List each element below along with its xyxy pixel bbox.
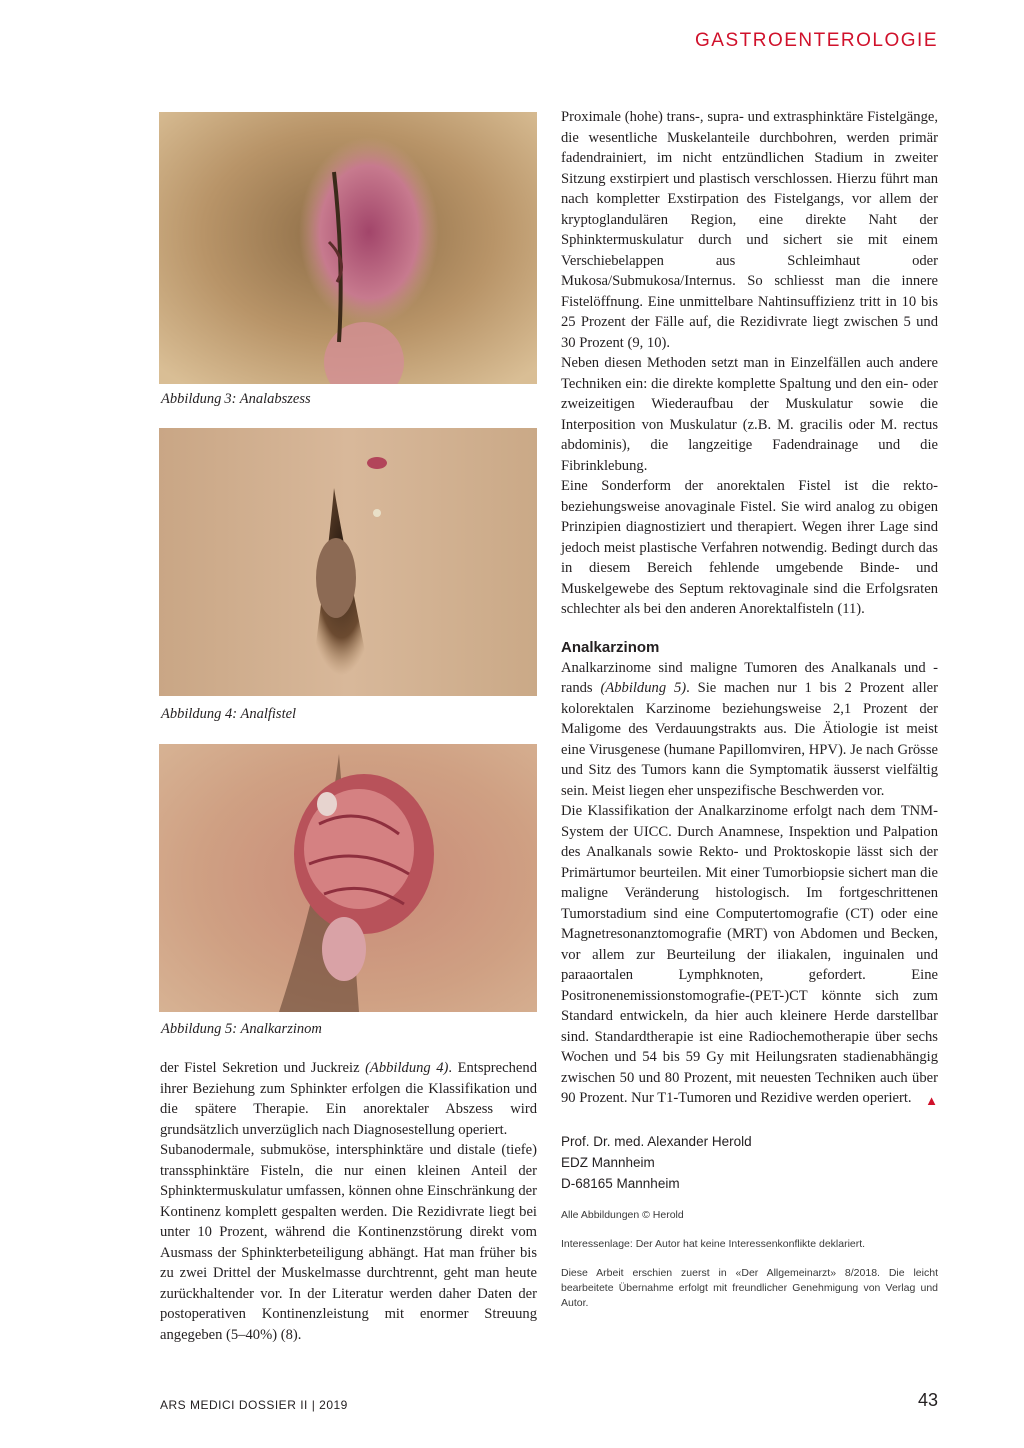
author-city: D-68165 Mannheim (561, 1175, 680, 1191)
figure-5-reference: (Abbildung 5) (600, 680, 687, 696)
figure-3-image (159, 112, 537, 384)
figure-4-image (159, 428, 537, 696)
copyright-note: Alle Abbildungen © Herold (561, 1208, 684, 1221)
origin-note: Diese Arbeit erschien zuerst in «Der Allgemeinarzt» 8/2018. Die leicht bearbeitete Übernahme erfolgt mit freundlicher Genehmigung von Verlag und Autor. (561, 1266, 938, 1309)
figure-4-caption: Abbildung 4: Analfistel (161, 706, 297, 722)
author-name: Prof. Dr. med. Alexander Herold (561, 1133, 752, 1149)
conflict-note: Interessenlage: Der Autor hat keine Interessenkonflikte deklariert. (561, 1237, 866, 1250)
figure-5-caption: Abbildung 5: Analkarzinom (161, 1021, 322, 1037)
end-marker-icon: ▲ (925, 1093, 938, 1108)
analfistel-photo (159, 428, 537, 696)
right-paragraph-1: Proximale (hohe) trans-, supra- und extrasphinktäre Fistelgänge, die wesentliche Muskelanteile durchbohren, werden primär fadendrainiert, im nicht entzündlichen Stadium in zweiter Sitzung exstirpiert und plastisch verschlossen. Hierzu führt man nach kompletter Exstirpation des Fistelgangs, vor allem der kryptoglandulären Region, eine direkte Naht der Sphinktermuskulatur durch und sichert sie mit einem Verschiebelappen aus Schleimhaut oder Mukosa/Submukosa/Internus. So schliesst man die innere Fistelöffnung. Eine unmittelbare Nahtinsuffizienz tritt in 10 bis 25 Prozent der Fälle auf, die Rezidivrate liegt zwischen 5 und 30 Prozent (9, 10). (561, 109, 938, 351)
left-column (160, 1058, 537, 1345)
page-number: 43 (917, 1390, 938, 1410)
analabszess-photo (159, 112, 537, 384)
author-institution: EDZ Mannheim (561, 1154, 655, 1170)
right-column (561, 107, 938, 1311)
figure-4-reference: (Abbildung 4) (365, 1060, 449, 1076)
left-paragraph-2: Subanodermale, submuköse, intersphinktäre und distale (tiefe) transsphinktäre Fisteln, die nur einen kleinen Anteil der Sphinktermuskulatur umfassen, können ohne Einschränkung der Kontinenz komplett gespalten werden. Die Rezidivrate liegt bei unter 10 Prozent, während die Kontinenzstörung direkt vom Ausmass der Sphinkterbeteiligung abhängt. Hat man früher bis zu zwei Drittel der Muskelmasse durchtrennt, geht man heute zurückhaltender vor. In der Literatur werden daher Daten der postoperativen Kontinenzleistung mit enormer Streuung angegeben (5–40%) (8). (160, 1142, 537, 1343)
right-paragraph-4: Analkarzinome sind maligne Tumoren des Analkanals und -rands (Abbildung 5). Sie machen nur 1 bis 2 Prozent aller kolorektalen Karzinome beziehungsweise 2,1 Prozent der Maligome des Verdauungstrakts aus. Die Ätiologie ist meist eine Virusgenese (humane Papillomviren, HPV). Je nach Grösse und Sitz des Tumors kann die Symptomatik äusserst vielfältig sein. Meist liegen eher unspezifische Beschwerden vor. (561, 659, 938, 799)
right-paragraph-2: Neben diesen Methoden setzt man in Einzelfällen auch andere Techniken ein: die direkte komplette Spaltung und den ein- oder zweizeitigen Wiederaufbau der Muskulatur sowie die Interposition von Muskulatur (z.B. M. gracilis oder M. rectus abdominis), die langzeitige Fadendrainage und die Fibrinklebung. (561, 355, 938, 474)
figure-3-caption: Abbildung 3: Analabszess (161, 391, 311, 407)
right-paragraph-5: Die Klassifikation der Analkarzinome erfolgt nach dem TNM-System der UICC. Durch Anamnese, Inspektion und Palpation des Analkanals sowie Rekto- und Proktoskopie lässt sich der Primärtumor beurteilen. Mit einer Tumorbiopsie sichert man die maligne Veränderung histologisch. Im fortgeschrittenen Tumorstadium sind eine Computertomografie (CT) oder eine Magnetresonanztomografie (MRT) von Abdomen und Becken, vor allem zur Beurteilung der iliakalen, inguinalen und paraaortalen Lymphknoten, gefordert. Eine Positronenemissionstomografie-(PET-)CT könnte sich zum Standard entwickeln, da hier auch kleinere Herde darstellbar sind. Standardtherapie ist eine Radiochemotherapie über sechs Wochen und 54 bis 59 Gy mit Heilungsraten stadienabhängig zwischen 50 und 80 Prozent, mit neuesten Techniken auch über 90 Prozent. Nur T1-Tumoren und Rezidive werden operiert. ▲ (561, 801, 938, 1109)
figure-5-image (159, 744, 537, 1012)
right-paragraph-3: Eine Sonderform der anorektalen Fistel ist die rekto- beziehungsweise anovaginale Fistel. Sie wird analog zu obigen Prinzipien diagnostiziert und therapiert. Wegen ihrer Lage sind jedoch meist plastische Verfahren notwendig. Bedingt durch das in diesem Bereich fehlende umgebende Binde- und Muskelgewebe des Septum rektovaginale sind die Erfolgsraten schlechter als bei den anderen Anorektalfisteln (11). (561, 478, 938, 617)
section-header: GASTROENTEROLOGIE (695, 30, 938, 51)
author-block (561, 1131, 938, 1194)
left-paragraph-1: der Fistel Sekretion und Juckreiz (Abbildung 4). Entsprechend ihrer Beziehung zum Sphinkter erfolgen die Klassifikation und die spätere Therapie. Ein anorektaler Abszess wird grundsätzlich unverzüglich nach Diagnosestellung operiert. (160, 1060, 537, 1138)
section-heading-analkarzinom: Analkarzinom (561, 638, 660, 656)
journal-footer: ARS MEDICI DOSSIER II | 2019 (160, 1398, 348, 1412)
analkarzinom-photo (159, 744, 537, 1012)
